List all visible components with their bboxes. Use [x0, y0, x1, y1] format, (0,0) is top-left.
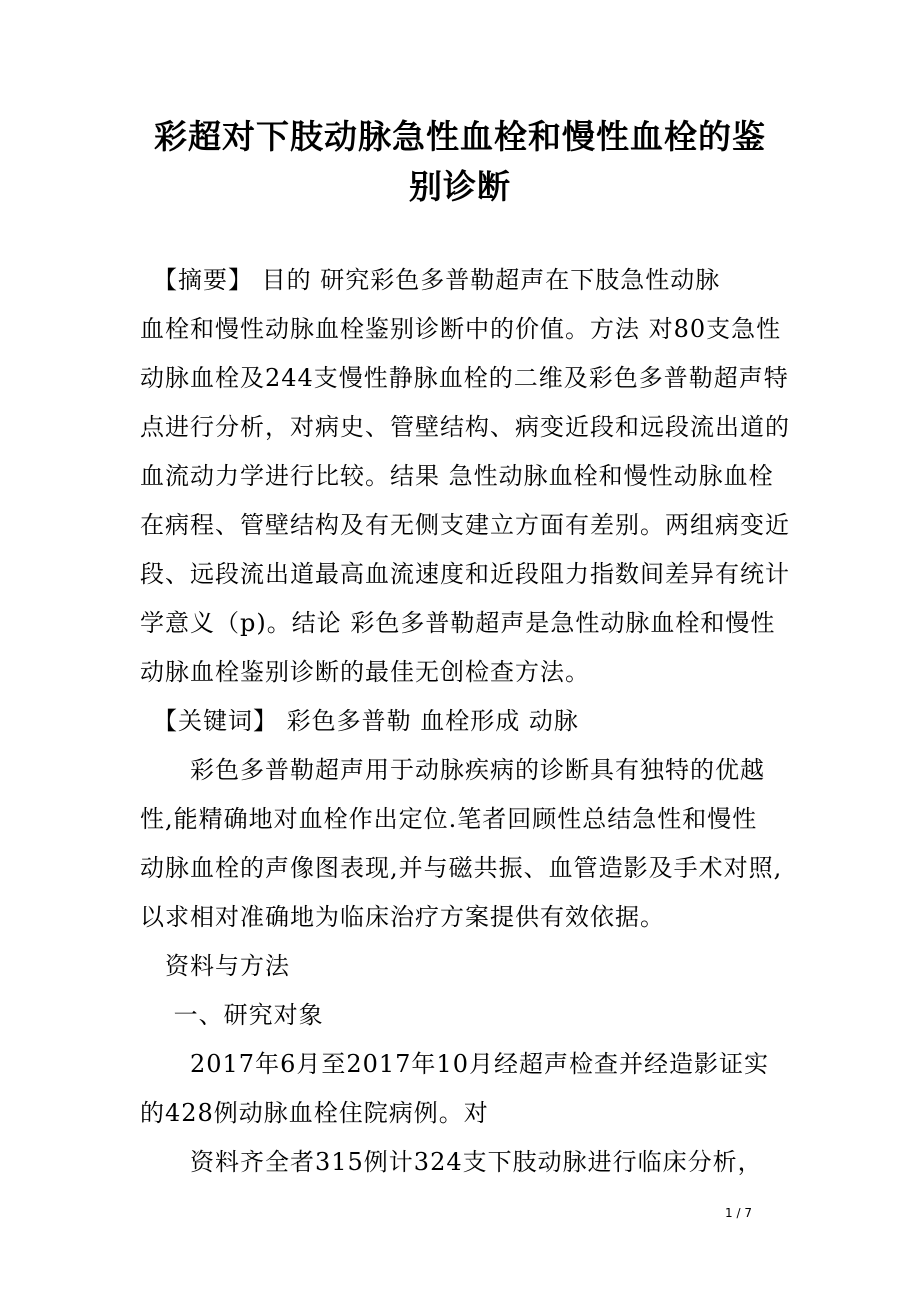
body-line: 性,能精确地对血栓作出定位.笔者回顾性总结急性和慢性	[140, 805, 758, 833]
body-line: 段、远段流出道最高血流速度和近段阻力指数间差异有统计	[140, 560, 790, 588]
section-heading: 资料与方法	[140, 952, 290, 980]
body-line: 彩色多普勒超声用于动脉疾病的诊断具有独特的优越	[140, 756, 765, 784]
body-line: 动脉血栓的声像图表现,并与磁共振、血管造影及手术对照,	[140, 854, 783, 882]
body-line: 点进行分析，对病史、管壁结构、病变近段和远段流出道的	[140, 413, 790, 441]
body-line: 【摘要】 目的 研究彩色多普勒超声在下肢急性动脉	[140, 266, 721, 294]
page-number: 1 / 7	[725, 1206, 752, 1220]
body-line: 血流动力学进行比较。结果 急性动脉血栓和慢性动脉血栓	[140, 462, 774, 490]
body-line: 学意义（p)。结论 彩色多普勒超声是急性动脉血栓和慢性	[140, 609, 776, 637]
body-line: 2017年6月至2017年10月经超声检查并经造影证实	[140, 1050, 769, 1078]
body-line: 动脉血栓及244支慢性静脉血栓的二维及彩色多普勒超声特	[140, 364, 789, 392]
body-line: 血栓和慢性动脉血栓鉴别诊断中的价值。方法 对80支急性	[140, 315, 782, 343]
title-line-1: 彩超对下肢动脉急性血栓和慢性血栓的鉴	[154, 117, 766, 156]
subsection-heading: 一、研究对象	[140, 1001, 324, 1029]
document-title	[140, 112, 780, 212]
body-line: 动脉血栓鉴别诊断的最佳无创检查方法。	[140, 658, 590, 686]
body-line: 资料齐全者315例计324支下肢动脉进行临床分析，	[140, 1148, 763, 1176]
body-line: 在病程、管壁结构及有无侧支建立方面有差别。两组病变近	[140, 511, 790, 539]
body-line: 以求相对准确地为临床治疗方案提供有效依据。	[140, 903, 665, 931]
keywords-line: 【关键词】 彩色多普勒 血栓形成 动脉	[140, 707, 579, 735]
body-line: 的428例动脉血栓住院病例。对	[140, 1099, 489, 1127]
title-line-2: 别诊断	[409, 167, 511, 206]
